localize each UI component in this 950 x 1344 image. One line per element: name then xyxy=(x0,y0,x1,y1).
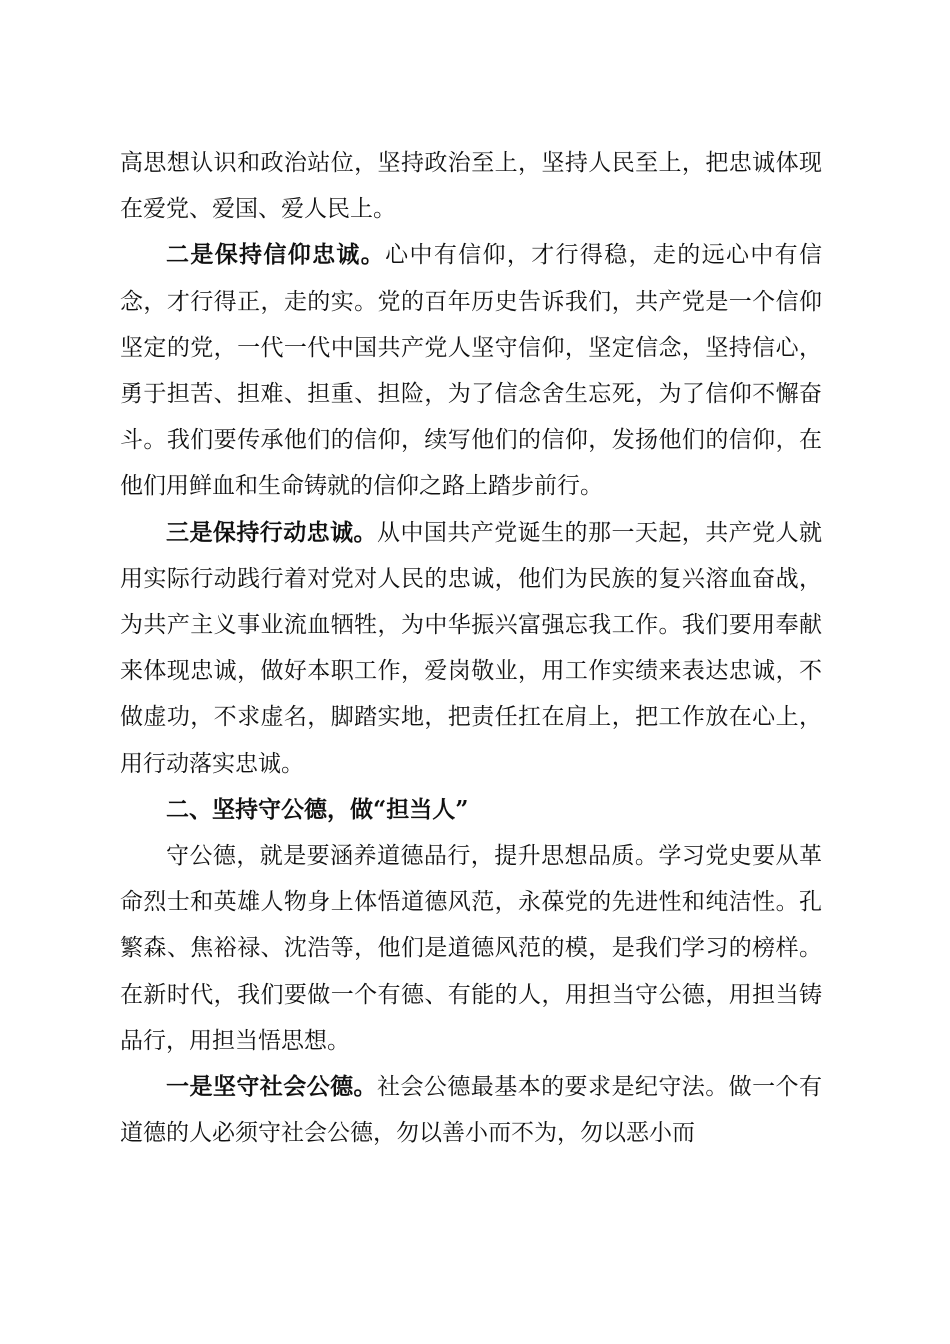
paragraph-lead: 三是保持行动忠诚。 xyxy=(166,518,377,546)
paragraph-lead: 二是保持信仰忠诚。 xyxy=(166,241,386,269)
paragraph-action-loyalty xyxy=(120,510,822,787)
paragraph-faith-loyalty xyxy=(120,232,822,509)
paragraph-social-morality xyxy=(120,1064,822,1156)
paragraph-text: 社会公德最基本的要求是纪守法。做一个有道德的人必须守社会公德，勿以善小而不为，勿以恶小而 xyxy=(120,1074,822,1147)
paragraph-text: 从中国共产党诞生的那一天起，共产党人就用实际行动践行着对党对人民的忠诚，他们为民族的复兴溶血奋战，为共产主义事业流血牺牲，为中华振兴富强忘我工作。我们要用奉献来体现忠诚，做好本职工作，爱岗敬业，用工作实绩来表达忠诚，不做虚功，不求虚名，脚踏实地，把责任扛在肩上，把工作放在心上，用行动落实忠诚。 xyxy=(120,519,822,777)
paragraph-text: 守公德，就是要涵养道德品行，提升思想品质。学习党史要从革命烈士和英雄人物身上体悟道德风范，永葆党的先进性和纯洁性。孔繁森、焦裕禄、沈浩等，他们是道德风范的模，是我们学习的榜样。在新时代，我们要做一个有德、有能的人，用担当守公德，用担当铸品行，用担当悟思想。 xyxy=(120,843,822,1054)
paragraph-continuation xyxy=(120,140,822,232)
paragraph-text: 心中有信仰，才行得稳，走的远心中有信念，才行得正，走的实。党的百年历史告诉我们，共产党是一个信仰坚定的党，一代一代中国共产党人坚守信仰，坚定信念，坚持信心，勇于担苦、担难、担重、担险，为了信念舍生忘死，为了信仰不懈奋斗。我们要传承他们的信仰，续写他们的信仰，发扬他们的信仰，在他们用鲜血和生命铸就的信仰之路上踏步前行。 xyxy=(120,242,823,500)
document-body xyxy=(120,140,822,1156)
paragraph-public-morality xyxy=(120,833,822,1064)
paragraph-lead: 一是坚守社会公德。 xyxy=(166,1073,377,1101)
section-heading: 二、坚持守公德，做“担当人” xyxy=(166,795,469,823)
paragraph-text: 高思想认识和政治站位，坚持政治至上，坚持人民至上，把忠诚体现在爱党、爱国、爱人民上。 xyxy=(120,150,822,223)
